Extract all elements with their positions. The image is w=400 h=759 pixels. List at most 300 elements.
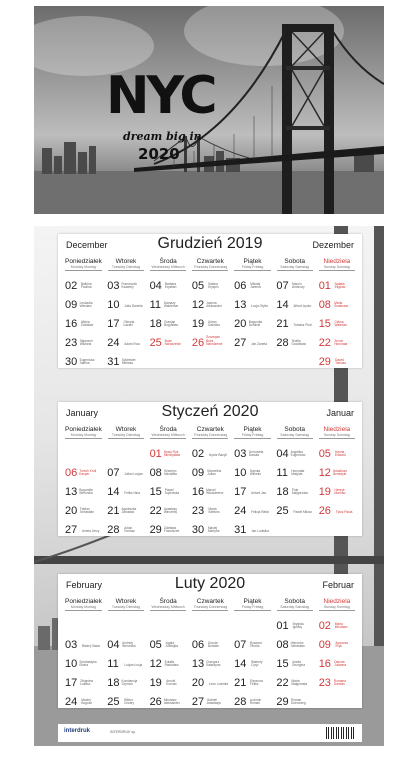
name-day: Paweł Miłosz xyxy=(293,510,313,515)
day-column xyxy=(65,273,101,368)
day-number: 07 xyxy=(276,280,289,292)
weekday-name: Poniedziałek xyxy=(65,258,102,265)
weekday-header xyxy=(192,598,228,611)
day-number: 16 xyxy=(318,658,331,670)
name-day: Zbigniew Łukasz xyxy=(80,678,94,687)
day-number: 07 xyxy=(107,467,120,479)
day-cell xyxy=(65,651,101,670)
weekday-header xyxy=(277,598,313,611)
name-day: Franciszek Ksawery xyxy=(121,281,137,290)
day-number: 13 xyxy=(234,299,247,311)
weekday-row xyxy=(58,598,362,611)
weekday-translation: Wednesday Mittwoch xyxy=(151,265,185,269)
day-cell xyxy=(107,517,143,536)
day-cell xyxy=(192,651,228,670)
day-number: 27 xyxy=(65,524,78,536)
name-day: Jowita Georgina xyxy=(291,659,306,668)
day-column xyxy=(150,613,186,708)
day-cell xyxy=(107,460,143,479)
day-cell xyxy=(107,689,143,708)
day-cell xyxy=(150,498,186,517)
weekday-name: Piątek xyxy=(243,598,262,605)
name-day: Sylwester Melania xyxy=(121,357,136,366)
day-number: 19 xyxy=(149,677,162,689)
day-number: 05 xyxy=(191,280,205,292)
name-day: Walenty Cyryl xyxy=(251,659,263,668)
day-cell xyxy=(319,292,355,311)
day-number: 18 xyxy=(149,318,162,330)
day-cell xyxy=(192,273,228,292)
day-cell xyxy=(234,330,270,349)
day-number: 24 xyxy=(234,505,247,517)
day-cell xyxy=(150,273,186,292)
header-year: 2020 xyxy=(138,145,180,163)
name-day: Celina Walerian xyxy=(334,319,347,328)
day-cell xyxy=(234,632,270,651)
day-number: 25 xyxy=(149,337,162,349)
name-day: Gabriel Anastazja xyxy=(206,697,221,706)
header-photo xyxy=(34,6,384,214)
weekday-translation: Thursday Donnerstag xyxy=(193,433,228,437)
day-cell xyxy=(192,670,228,689)
name-day: Felicja Rafał xyxy=(251,510,269,515)
day-number: 12 xyxy=(149,658,162,670)
name-day: Feliks Nina xyxy=(124,491,141,496)
weekday-translation: Wednesday Mittwoch xyxy=(151,605,185,609)
day-cell xyxy=(234,460,270,479)
day-number: 17 xyxy=(65,677,78,689)
name-day: Konstancja Szymon xyxy=(121,678,138,687)
day-cell xyxy=(319,498,355,517)
day-cell xyxy=(234,349,270,368)
weekday-header xyxy=(234,598,270,611)
tagline: dream big in xyxy=(123,130,202,143)
day-cell xyxy=(276,273,312,292)
name-day: Wiktor Cezary xyxy=(123,697,135,706)
day-column xyxy=(319,273,355,368)
day-cell xyxy=(192,613,228,632)
day-number: 25 xyxy=(107,696,120,708)
day-cell xyxy=(234,689,270,708)
day-number: 31 xyxy=(107,356,120,368)
weekday-name: Czwartek xyxy=(196,258,224,265)
name-day: Maciej Bogusz xyxy=(81,697,93,706)
day-cell xyxy=(150,479,186,498)
weekday-name: Czwartek xyxy=(196,598,224,605)
weekday-header xyxy=(150,598,186,611)
weekday-translation: Sunday Sonntag xyxy=(323,265,350,269)
day-cell xyxy=(276,330,312,349)
day-number: 27 xyxy=(234,337,247,349)
day-cell xyxy=(276,613,312,632)
day-number: 14 xyxy=(234,658,247,670)
day-cell xyxy=(107,330,143,349)
day-number: 28 xyxy=(276,337,289,349)
day-cell xyxy=(107,479,143,498)
day-number: 29 xyxy=(276,696,289,708)
name-day: Jan Ludwika xyxy=(251,529,269,534)
name-day: Damazy Waldemar xyxy=(163,300,179,309)
weekday-translation: Friday Freitag xyxy=(241,605,264,609)
name-day: Urban Gabriela xyxy=(207,319,220,328)
publisher-logo: interdruk xyxy=(64,728,91,734)
day-cell xyxy=(150,292,186,311)
name-day: Mikołaj Jarema xyxy=(250,281,261,290)
weekday-name: Sobota xyxy=(284,426,305,433)
day-cell xyxy=(276,651,312,670)
weekday-header xyxy=(234,426,270,439)
day-column xyxy=(107,613,143,708)
day-cell xyxy=(234,517,270,536)
day-cell xyxy=(276,632,312,651)
name-day: Gracjan Bogusław xyxy=(164,319,178,328)
name-day: Agnieszka Jarosław xyxy=(121,506,137,515)
day-number: 04 xyxy=(149,280,162,292)
day-number: 27 xyxy=(191,696,205,708)
name-day: Dawid Tomasz xyxy=(335,357,347,366)
day-cell xyxy=(276,349,312,368)
weekday-name: Sobota xyxy=(284,258,305,265)
name-day: Apolonia Eryk xyxy=(335,640,348,649)
day-cell xyxy=(107,441,143,460)
name-day: Marta Małgorzata xyxy=(291,678,308,687)
name-day: Błażej Oskar xyxy=(82,644,101,649)
name-day: Ludomir Roman xyxy=(249,697,262,706)
day-cell xyxy=(319,517,355,536)
day-cell xyxy=(150,330,186,349)
name-day: Maciej Martyna xyxy=(207,525,220,534)
name-day: Albina Zdzisław xyxy=(80,319,94,328)
day-cell xyxy=(150,311,186,330)
day-cell xyxy=(65,330,101,349)
month-name-en: December xyxy=(66,240,108,250)
day-number: 21 xyxy=(107,505,120,517)
name-day: Brygida Ignacy xyxy=(292,621,304,630)
day-number: 22 xyxy=(149,505,162,517)
day-number: 23 xyxy=(191,505,205,517)
name-day: Ryszard Teodor xyxy=(249,640,262,649)
name-day: Antoni Jan xyxy=(251,491,267,496)
weekday-name: Niedziela xyxy=(323,426,351,433)
footer-strip xyxy=(58,724,362,742)
day-cell xyxy=(319,670,355,689)
name-day: Danuta Wilhelm xyxy=(249,468,262,477)
month-name-de: Februar xyxy=(322,580,354,590)
day-cell xyxy=(65,517,101,536)
day-number: 03 xyxy=(107,280,120,292)
day-column xyxy=(107,273,143,368)
day-cell xyxy=(192,479,228,498)
weekday-header xyxy=(65,598,102,611)
day-cell xyxy=(65,479,101,498)
name-day: Adam Ewa xyxy=(124,342,140,347)
name-day: Julian Lucjan xyxy=(124,472,143,477)
name-day: Julia Daniela xyxy=(124,304,143,309)
day-number: 17 xyxy=(107,318,120,330)
name-day: Sabina Kryspin xyxy=(207,281,219,290)
day-number: 11 xyxy=(107,658,119,670)
name-day: Honorata Matylda xyxy=(291,468,305,477)
weekday-name: Piątek xyxy=(243,426,262,433)
weekday-header xyxy=(108,258,144,271)
month-name-en: January xyxy=(66,408,99,418)
weekday-row xyxy=(58,426,362,439)
name-day: Dorota Bohdan xyxy=(207,640,219,649)
name-day: Danuta Julianna xyxy=(334,659,347,668)
day-cell xyxy=(65,670,101,689)
weekday-translation: Sunday Sonntag xyxy=(323,605,350,609)
weekday-header xyxy=(277,426,313,439)
day-cell xyxy=(192,330,228,349)
weekday-header xyxy=(277,258,313,271)
day-number: 29 xyxy=(318,356,331,368)
name-day: Arkadiusz Benedykt xyxy=(332,468,347,477)
day-column xyxy=(234,273,270,368)
name-day: Barbara Krystian xyxy=(164,281,177,290)
day-number: 18 xyxy=(107,677,120,689)
weekday-translation: Thursday Donnerstag xyxy=(193,265,228,269)
day-cell xyxy=(234,292,270,311)
day-number: 24 xyxy=(65,696,78,708)
day-number: 23 xyxy=(318,677,331,689)
name-day: Fabian Sebastian xyxy=(79,506,95,515)
day-number: 08 xyxy=(276,639,289,651)
day-grid xyxy=(58,271,362,368)
day-number: 08 xyxy=(149,467,162,479)
day-cell xyxy=(234,479,270,498)
day-cell xyxy=(107,349,143,368)
name-day: Bogumiła Weronika xyxy=(79,487,93,496)
month-panel xyxy=(58,402,362,536)
day-cell xyxy=(65,613,101,632)
day-number: 15 xyxy=(149,486,162,498)
day-number: 16 xyxy=(191,486,205,498)
day-cell xyxy=(276,311,312,330)
day-number: 20 xyxy=(191,677,205,689)
name-day: Leokadia Wiesław xyxy=(79,300,93,309)
weekday-name: Środa xyxy=(159,258,177,265)
day-number: 09 xyxy=(191,467,205,479)
day-number: 30 xyxy=(191,524,205,536)
day-column xyxy=(234,613,270,708)
day-cell xyxy=(107,670,143,689)
day-cell xyxy=(107,651,143,670)
name-day: Paweł Dąbrówka xyxy=(164,487,180,496)
day-number: 05 xyxy=(149,639,162,651)
day-number: 10 xyxy=(65,658,78,670)
day-number: 21 xyxy=(234,677,247,689)
weekday-translation: Wednesday Mittwoch xyxy=(151,433,185,437)
day-cell xyxy=(319,349,355,368)
name-day: Angelika Eugeniusz xyxy=(290,449,306,458)
day-cell xyxy=(276,479,312,498)
day-cell xyxy=(107,273,143,292)
name-day: Bogumiła Dominik xyxy=(248,319,263,328)
name-day: Maria Mirosław xyxy=(334,621,348,630)
day-cell xyxy=(192,311,228,330)
name-day: Arnold Konrad xyxy=(166,678,177,687)
day-cell xyxy=(150,632,186,651)
name-day: Roman Dobronieg xyxy=(290,697,306,706)
name-day: Eulalia Radosław xyxy=(164,659,179,668)
name-day: Marcel Włodzimierz xyxy=(206,487,224,496)
weekday-header xyxy=(192,258,228,271)
weekday-name: Środa xyxy=(159,598,177,605)
day-cell xyxy=(319,613,355,632)
day-column xyxy=(234,441,270,536)
day-cell xyxy=(192,498,228,517)
weekday-header xyxy=(65,258,102,271)
barcode-icon xyxy=(326,727,356,739)
weekday-translation: Monday Montag xyxy=(70,265,96,269)
day-cell xyxy=(276,441,312,460)
day-column xyxy=(192,613,228,708)
weekday-name: Wtorek xyxy=(115,598,137,605)
month-title: Styczeń 2020 xyxy=(161,403,259,420)
day-number: 10 xyxy=(107,299,120,311)
name-day: Łucja Otylia xyxy=(251,304,268,309)
day-column xyxy=(319,441,355,536)
weekday-name: Sobota xyxy=(284,598,305,605)
day-cell xyxy=(65,689,101,708)
name-day: Mirosław Aleksander xyxy=(163,697,180,706)
weekday-name: Piątek xyxy=(243,258,262,265)
name-day: Aniela Jerzy xyxy=(82,529,100,534)
month-panel xyxy=(58,574,362,708)
name-day: Szczepan Boże Narodzenie xyxy=(206,335,223,347)
day-cell xyxy=(234,311,270,330)
weekday-header xyxy=(192,426,228,439)
day-cell xyxy=(65,498,101,517)
weekday-translation: Monday Montag xyxy=(70,605,96,609)
day-number: 11 xyxy=(276,467,288,479)
day-cell xyxy=(276,517,312,536)
day-number: 10 xyxy=(234,467,247,479)
day-column xyxy=(319,613,355,708)
month-header xyxy=(58,402,362,424)
day-number: 23 xyxy=(65,337,78,349)
month-header xyxy=(58,234,362,256)
day-cell xyxy=(65,292,101,311)
day-cell xyxy=(319,632,355,651)
day-number: 13 xyxy=(191,658,205,670)
name-day: Hieronim Sebastian xyxy=(290,640,305,649)
day-number: 03 xyxy=(65,639,78,651)
day-column xyxy=(150,441,186,536)
day-number: 12 xyxy=(191,299,205,311)
day-column xyxy=(65,441,101,536)
day-cell xyxy=(319,330,355,349)
weekday-name: Czwartek xyxy=(196,426,224,433)
day-number: 26 xyxy=(149,696,162,708)
day-grid xyxy=(58,611,362,708)
weekday-translation: Tuesday Dienstag xyxy=(111,265,140,269)
name-day: Balbina Paulina xyxy=(80,281,92,290)
day-cell xyxy=(319,273,355,292)
day-number: 28 xyxy=(107,524,120,536)
weekday-translation: Saturday Samstag xyxy=(280,605,310,609)
day-cell xyxy=(150,349,186,368)
weekday-header xyxy=(319,426,355,439)
day-cell xyxy=(319,689,355,708)
day-number: 22 xyxy=(318,337,331,349)
name-day: Jan Żaneta xyxy=(251,342,268,347)
day-cell xyxy=(319,311,355,330)
day-cell xyxy=(319,460,355,479)
day-cell xyxy=(65,632,101,651)
weekday-name: Wtorek xyxy=(115,426,137,433)
day-cell xyxy=(319,651,355,670)
day-number: 01 xyxy=(276,620,289,632)
weekday-name: Niedziela xyxy=(323,598,351,605)
name-day: Eugeniusz Sabina xyxy=(79,357,95,366)
day-number: 19 xyxy=(191,318,205,330)
day-number: 25 xyxy=(276,505,289,517)
day-column xyxy=(192,441,228,536)
day-number: 22 xyxy=(276,677,289,689)
day-cell xyxy=(65,460,101,479)
day-cell xyxy=(192,460,228,479)
day-column xyxy=(65,613,101,708)
name-day: Marcelina Julian xyxy=(207,468,222,477)
day-column xyxy=(276,613,312,708)
name-day: Julian Tomasz xyxy=(123,525,135,534)
weekday-header xyxy=(65,426,102,439)
day-cell xyxy=(192,292,228,311)
day-cell xyxy=(276,498,312,517)
day-number: 05 xyxy=(318,448,331,460)
day-number: 09 xyxy=(65,299,78,311)
month-header xyxy=(58,574,362,596)
name-day: Maria Światozar xyxy=(334,300,349,309)
day-number: 13 xyxy=(65,486,78,498)
weekday-header xyxy=(319,598,355,611)
day-cell xyxy=(192,632,228,651)
day-number: 30 xyxy=(65,356,78,368)
day-number: 02 xyxy=(191,448,205,460)
day-cell xyxy=(276,689,312,708)
day-number: 17 xyxy=(234,486,247,498)
name-day: Tytus Paula xyxy=(335,510,353,515)
day-number: 09 xyxy=(318,639,331,651)
weekday-translation: Thursday Donnerstag xyxy=(193,605,228,609)
day-cell xyxy=(192,441,228,460)
name-day: Romana Damian xyxy=(333,678,346,687)
day-number: 18 xyxy=(276,486,289,498)
nyc-title: NYC xyxy=(106,66,215,126)
weekday-row xyxy=(58,258,362,271)
day-number: 20 xyxy=(65,505,78,517)
name-day: Izydor Bazyli xyxy=(208,453,227,458)
day-number: 29 xyxy=(149,524,162,536)
month-name-de: Januar xyxy=(326,408,354,418)
name-day: Seweryn Mścisław xyxy=(164,468,177,477)
day-number: 11 xyxy=(149,299,161,311)
day-cell xyxy=(107,498,143,517)
weekday-name: Poniedziałek xyxy=(65,426,102,433)
weekday-header xyxy=(108,598,144,611)
day-cell xyxy=(276,292,312,311)
day-cell xyxy=(276,670,312,689)
weekday-translation: Friday Freitag xyxy=(241,265,264,269)
name-day: Agata Adelajda xyxy=(165,640,179,649)
day-cell xyxy=(192,517,228,536)
day-cell xyxy=(107,632,143,651)
name-day: Lucjan Łucja xyxy=(124,663,143,668)
day-number: 14 xyxy=(276,299,289,311)
weekday-translation: Tuesday Dienstag xyxy=(111,433,140,437)
day-cell xyxy=(234,651,270,670)
